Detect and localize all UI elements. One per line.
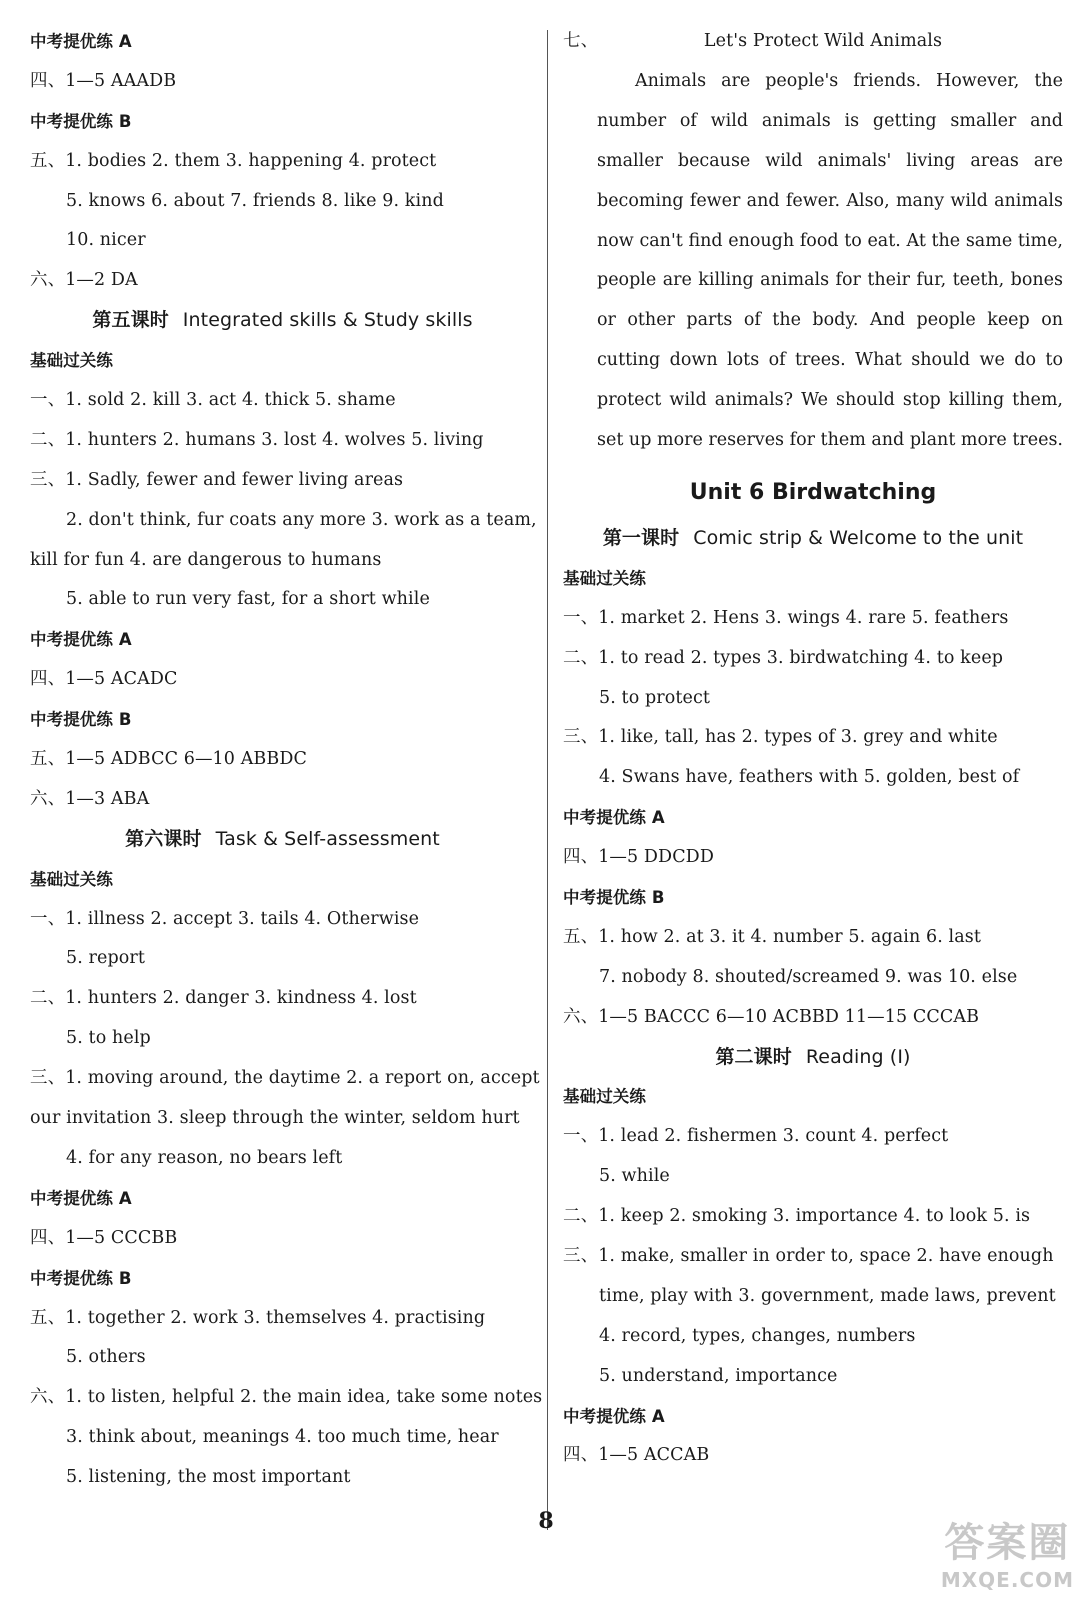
page-number: 8 (538, 1508, 554, 1534)
right-answer-list (563, 519, 1063, 1476)
section-label: 中考提优练 A (563, 1406, 665, 1426)
watermark-url: MXQE.COM (940, 1568, 1074, 1592)
answer-line: 三、1. like, tall, has 2. types of 3. grey and white (563, 727, 998, 748)
essay-body: Animals are people's friends. However, the number of wild animals is getting smaller and smaller because wild animals' living areas are becoming fewer and fewer. Also, many wild animals now can't find enough food to eat. At the same time, people are killing animals for their fur, teeth, bones or other parts of the body. And people keep on cutting down lots of trees. What should we do to protect wild animals? We should stop killing them, set up more reserves for them and plant more trees. (597, 70, 1063, 451)
column-divider (547, 30, 548, 1530)
lesson-heading-cn: 第五课时 (92, 309, 169, 332)
section-label: 中考提优练 B (563, 887, 665, 907)
answer-line: 二、1. to read 2. types 3. birdwatching 4. to keep (563, 647, 1004, 668)
right-column (563, 22, 1063, 1476)
left-column (30, 22, 543, 1498)
answer-line: 一、1. sold 2. kill 3. act 4. thick 5. shame (30, 390, 396, 411)
answer-line: 四、1—5 AAADB (30, 70, 177, 91)
answer-line: 二、1. hunters 2. danger 3. kindness 4. lost (30, 988, 417, 1009)
answer-line: 3. think about, meanings 4. too much time, hear (66, 1427, 499, 1448)
section-label: 基础过关练 (563, 568, 646, 588)
answer-line: 5. while (599, 1166, 670, 1187)
watermark-logo-text: 答案圈 (944, 1520, 1071, 1566)
answer-line: 三、1. make, smaller in order to, space 2. have enough (563, 1245, 1054, 1266)
section-label: 中考提优练 A (563, 808, 665, 828)
answer-line: 五、1. how 2. at 3. it 4. number 5. again 6. last (563, 926, 981, 947)
answer-line: our invitation 3. sleep through the winter, seldom hurt (30, 1108, 520, 1129)
answer-line: 5. understand, importance (599, 1365, 838, 1386)
answer-line: 一、1. lead 2. fishermen 3. count 4. perfect (563, 1126, 949, 1147)
answer-line: 五、1—5 ADBCC 6—10 ABBDC (30, 749, 307, 770)
answer-line: 六、1—2 DA (30, 270, 138, 291)
answer-line: 六、1—3 ABA (30, 788, 150, 809)
section-label: 中考提优练 B (30, 710, 132, 730)
section-label: 中考提优练 B (30, 111, 132, 131)
answer-line: 5. listening, the most important (66, 1467, 351, 1488)
answer-line: 六、1. to listen, helpful 2. the main idea, take some notes (30, 1387, 543, 1408)
answer-line: 一、1. market 2. Hens 3. wings 4. rare 5. feathers (563, 607, 1009, 628)
answer-line: 7. nobody 8. shouted/screamed 9. was 10. else (599, 966, 1018, 987)
lesson-heading-en: Integrated skills & Study skills (182, 309, 473, 332)
lesson-heading-en: Comic strip & Welcome to the unit (693, 526, 1024, 549)
answer-line: 5. report (66, 948, 146, 969)
answer-line: 二、1. keep 2. smoking 3. importance 4. to look 5. is (563, 1206, 1031, 1227)
answer-line: 10. nicer (66, 230, 146, 251)
section-label: 中考提优练 A (30, 1188, 132, 1208)
answer-line: 五、1. bodies 2. them 3. happening 4. protect (30, 150, 437, 171)
answer-line: 六、1—5 BACCC 6—10 ACBBD 11—15 CCCAB (563, 1006, 980, 1027)
answer-line: 5. others (66, 1347, 146, 1368)
lesson-heading-cn: 第六课时 (125, 827, 202, 850)
section-label: 基础过关练 (30, 351, 113, 371)
essay-title-line (563, 22, 1063, 62)
answer-line: 4. record, types, changes, numbers (599, 1325, 916, 1346)
section-label: 基础过关练 (30, 869, 113, 889)
answer-line: 三、1. moving around, the daytime 2. a report on, accept (30, 1068, 540, 1089)
section-label: 中考提优练 A (30, 630, 132, 650)
answer-line: 四、1—5 DDCDD (563, 847, 714, 868)
lesson-heading-cn: 第二课时 (715, 1045, 792, 1068)
answer-line: 四、1—5 ACADC (30, 669, 178, 690)
essay-number: 七、 (563, 31, 599, 51)
answer-line: 5. able to run very fast, for a short while (66, 589, 430, 610)
lesson-heading-cn: 第一课时 (602, 526, 680, 549)
answer-line: 5. to help (66, 1028, 151, 1049)
answer-line: 四、1—5 CCCBB (30, 1227, 178, 1248)
answer-line: 一、1. illness 2. accept 3. tails 4. Otherwise (30, 908, 420, 929)
answer-line: 四、1—5 ACCAB (563, 1445, 710, 1466)
watermark (941, 1511, 1074, 1592)
unit-title: Unit 6 Birdwatching (689, 479, 937, 505)
answer-line: 4. Swans have, feathers with 5. golden, best of (599, 767, 1020, 788)
lesson-heading (563, 519, 1063, 559)
answer-line: 二、1. hunters 2. humans 3. lost 4. wolves 5. living (30, 429, 484, 450)
answer-line: time, play with 3. government, made laws, prevent (599, 1285, 1056, 1306)
lesson-heading-en: Reading (Ⅰ) (805, 1045, 911, 1068)
answer-line: kill for fun 4. are dangerous to humans (30, 549, 382, 570)
lesson-heading-en: Task & Self-assessment (215, 827, 440, 850)
answer-line: 2. don't think, fur coats any more 3. work as a team, (66, 509, 537, 530)
section-label: 中考提优练 A (30, 32, 132, 51)
answer-line: 4. for any reason, no bears left (66, 1147, 343, 1168)
answer-line: 5. to protect (599, 687, 711, 708)
essay-title: Let's Protect Wild Animals (703, 31, 943, 51)
section-label: 中考提优练 B (30, 1268, 132, 1288)
lesson-heading (30, 301, 535, 341)
lesson-heading (30, 820, 535, 860)
section-label: 基础过关练 (563, 1087, 646, 1107)
lesson-heading (563, 1038, 1063, 1078)
answer-line: 三、1. Sadly, fewer and fewer living areas (30, 469, 404, 490)
answer-line: 5. knows 6. about 7. friends 8. like 9. kind (66, 190, 444, 211)
answer-line: 五、1. together 2. work 3. themselves 4. practising (30, 1307, 486, 1328)
